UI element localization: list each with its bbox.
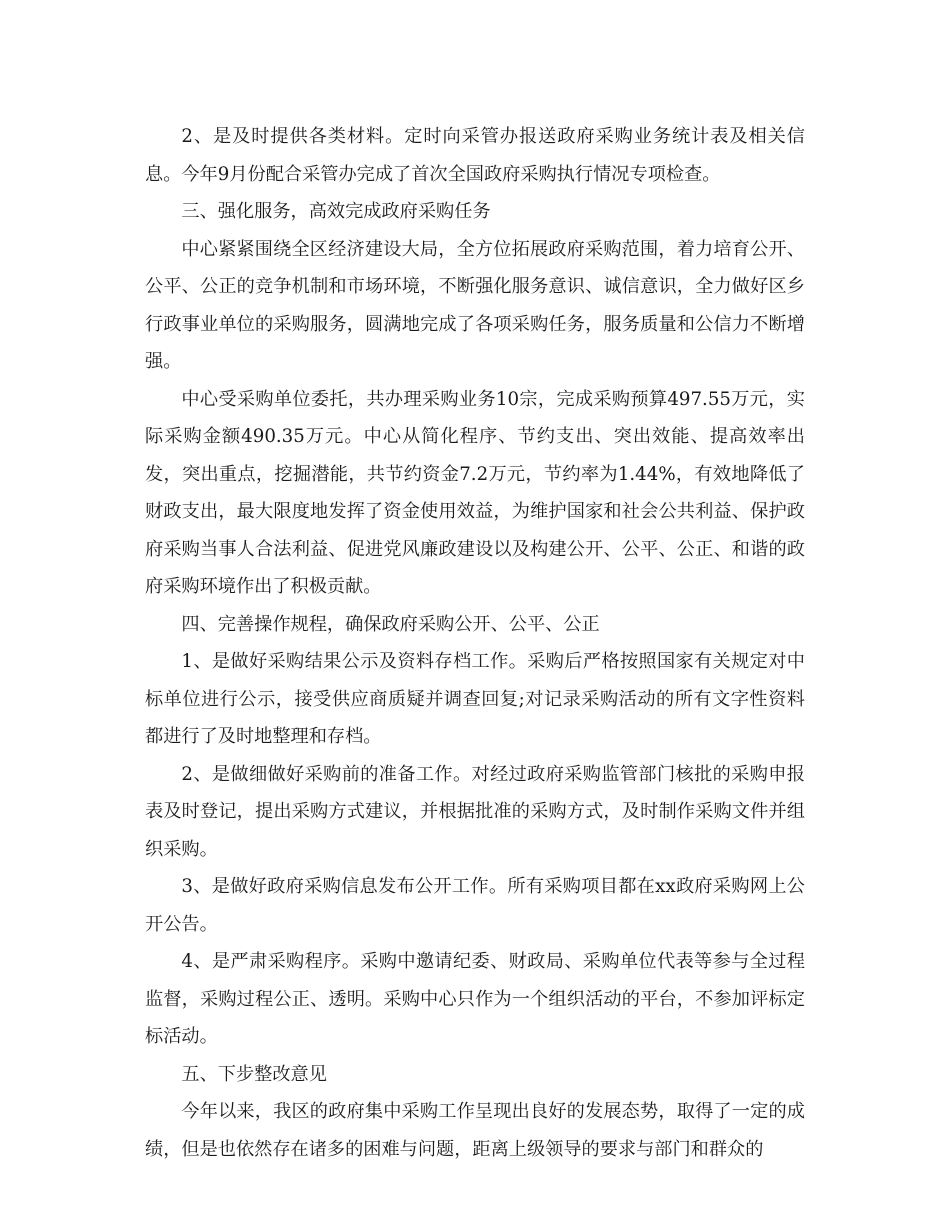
paragraph-info-release: 3、是做好政府采购信息发布公开工作。所有采购项目都在xx政府采购网上公开公告。 bbox=[145, 876, 805, 935]
paragraph-result-publicity: 1、是做好采购结果公示及资料存档工作。采购后严格按照国家有关规定对中标单位进行公示，接受供应商质疑并调查回复;对记录采购活动的所有文字性资料都进行了及时地整理和存档。 bbox=[145, 651, 805, 747]
paragraph-service-overview: 中心紧紧围绕全区经济建设大局，全方位拓展政府采购范围，着力培育公开、公平、公正的竞争机制和市场环境，不断强化服务意识、诚信意识，全力做好区乡行政事业单位的采购服务，圆满地完成了各项采购任务，服务质量和公信力不断增强。 bbox=[145, 238, 805, 372]
paragraph-rectification-intro: 今年以来，我区的政府集中采购工作呈现出良好的发展态势，取得了一定的成绩，但是也依然存在诸多的困难与问题，距离上级领导的要求与部门和群众的 bbox=[145, 1101, 805, 1160]
paragraph-material-submission: 2、是及时提供各类材料。定时向采管办报送政府采购业务统计表及相关信息。今年9月份配合采管办完成了首次全国政府采购执行情况专项检查。 bbox=[145, 126, 805, 185]
paragraph-procurement-figures: 中心受采购单位委托，共办理采购业务10宗，完成采购预算497.55万元，实际采购金额490.35万元。中心从简化程序、节约支出、突出效能、提高效率出发，突出重点，挖掘潜能，共节约资金7.2万元，节约率为1.44%，有效地降低了财政支出，最大限度地发挥了资金使用效益，为维护国家和社会公共利益、保护政府采购当事人合法利益、促进党风廉政建设以及构建公开、公平、公正、和谐的政府采购环境作出了积极贡献。 bbox=[145, 388, 805, 597]
section-heading-procedures: 四、完善操作规程，确保政府采购公开、公平、公正 bbox=[181, 613, 600, 635]
section-heading-service: 三、强化服务，高效完成政府采购任务 bbox=[181, 201, 491, 222]
paragraph-procurement-procedure: 4、是严肃采购程序。采购中邀请纪委、财政局、采购单位代表等参与全过程监督，采购过程公正、透明。采购中心只作为一个组织活动的平台，不参加评标定标活动。 bbox=[145, 951, 805, 1047]
document-body bbox=[145, 118, 805, 1168]
section-heading-rectification: 五、下步整改意见 bbox=[181, 1063, 327, 1085]
paragraph-preparation-work: 2、是做细做好采购前的准备工作。对经过政府采购监管部门核批的采购申报表及时登记，提出采购方式建议，并根据批准的采购方式，及时制作采购文件并组织采购。 bbox=[145, 763, 805, 860]
